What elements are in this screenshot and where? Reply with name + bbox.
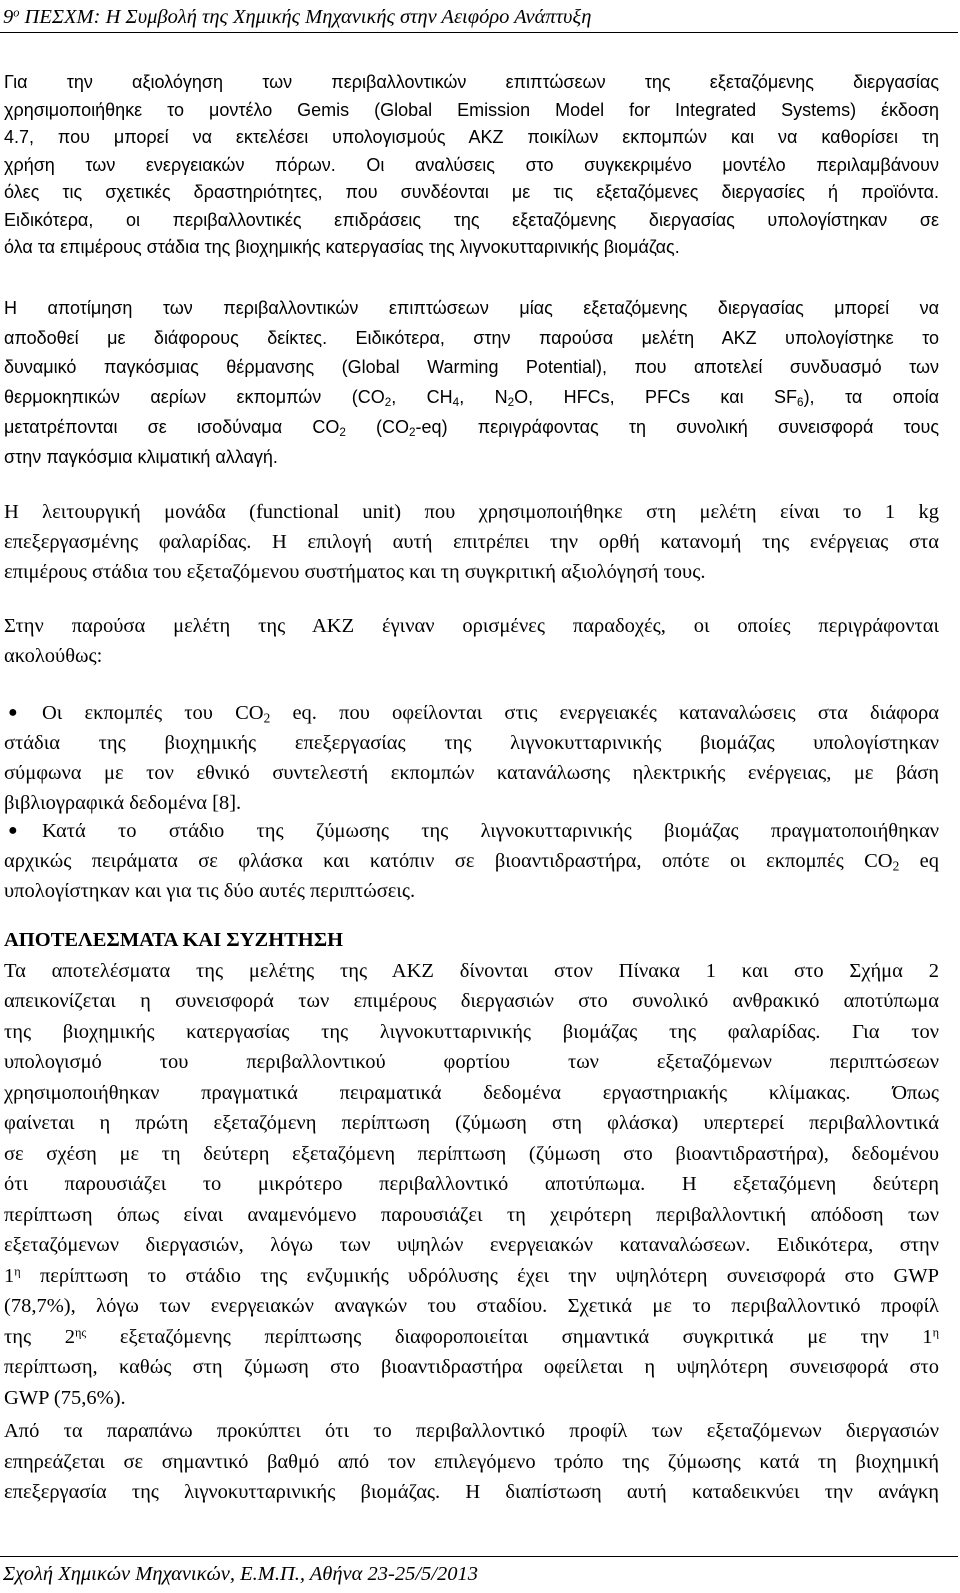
text-line: αποδοθεί με διάφορους δείκτες. Ειδικότερα, στην παρούσα μελέτη ΑΚΖ υπολογίστηκε το [4, 327, 939, 348]
text-line: στην παγκόσμια κλιματική αλλαγή. [4, 446, 278, 467]
text-line: της $2^{\eta\varsigma}$ εξεταζόμενης περίπτωσης διαφοροποιείται σημαντικά συγκριτικά με την $1^\eta$ [4, 1324, 939, 1348]
paragraph-assumptions [4, 611, 939, 671]
text-line: επεξεργασμένης φαλαρίδας. Η επιλογή αυτή επιτρέπει την ορθή κατανομή της ενέργειας στα [4, 531, 939, 553]
text-line: $1^\eta$ περίπτωση το στάδιο της ενζυμικής υδρόλυσης έχει την υψηλότερη συνεισφορά στο GWP [4, 1263, 939, 1287]
footer-rule [0, 1556, 958, 1557]
section-results [4, 925, 939, 1413]
text-line: 4.7, που μπορεί να εκτελέσει υπολογισμούς ΑΚΖ ποικίλων εκπομπών και να καθορίσει τη [4, 127, 939, 147]
text-line: εξεταζόμενων διεργασιών, λόγω των υψηλών ενεργειακών καταναλώσεων. Ειδικότερα, στην [4, 1234, 939, 1256]
text-line: σύμφωνα με τον εθνικό συντελεστή εκπομπών κατανάλωσης ηλεκτρικής ενέργειας, με βάση [4, 762, 939, 784]
bullet-icon: ● [8, 704, 18, 721]
text-line: όλα τα επιμέρους στάδια της βιοχημικής κατεργασίας της λιγνοκυτταρινικής βιομάζας. [4, 237, 680, 257]
running-header [3, 4, 591, 30]
text-line: επηρεάζεται σε σημαντικό βαθμό από τον επιλεγόμενο τρόπο της ζύμωσης κατά τη βιοχημική [4, 1450, 939, 1473]
text-line: ακολούθως: [4, 645, 103, 667]
header-title: ΠΕΣΧΜ: Η Συμβολή της Χημικής Μηχανικής στην Αειφόρο Ανάπτυξη [19, 6, 592, 28]
text-line: Στην παρούσα μελέτη της ΑΚΖ έγιναν ορισμένες παραδοχές, οι οποίες περιγράφονται [4, 615, 939, 637]
running-footer: Σχολή Χημικών Μηχανικών, Ε.Μ.Π., Αθήνα 23-25/5/2013 [3, 1563, 478, 1585]
bullet-item-2 [4, 816, 939, 906]
text-line: απεικονίζεται η συνεισφορά των επιμέρους διεργασιών στο συνολικό ανθρακικό αποτύπωμα [4, 990, 939, 1012]
text-line: επιμέρους στάδια του εξεταζόμενου συστήματος και τη συγκριτική αξιολόγησή τους. [4, 561, 706, 583]
text-line: Για την αξιολόγηση των περιβαλλοντικών επιπτώσεων της εξεταζόμενης διεργασίας [4, 72, 939, 92]
paragraph-functional-unit [4, 497, 939, 587]
text-line: χρησιμοποιήθηκαν πραγματικά πειραματικά δεδομένα εργαστηριακής κλίμακας. Όπως [4, 1081, 939, 1104]
header-ordinal: ο [13, 5, 20, 20]
text-line: υπολογίστηκαν και για τις δύο αυτές περιπτώσεις. [4, 880, 416, 902]
text-line: αρχικώς πειράματα σε φλάσκα και κατόπιν σε βιοαντιδραστήρα, οπότε οι εκπομπές $CO_2$ eq [4, 850, 939, 874]
header-rule [0, 32, 958, 33]
header-number: 9 [3, 6, 14, 28]
paragraph-methodology [4, 69, 939, 262]
text-line: (78,7%), λόγω των ενεργειακών αναγκών του σταδίου. Σχετικά με το περιβαλλοντικό προφίλ [4, 1295, 939, 1317]
text-line: Από τα παραπάνω προκύπτει ότι το περιβαλλοντικό προφίλ των εξεταζόμενων διεργασιών [4, 1420, 939, 1442]
text-line: της βιοχημικής κατεργασίας της λιγνοκυτταρινικής βιομάζας της φαλαρίδας. Για τον [4, 1020, 939, 1043]
text-line: Τα αποτελέσματα της μελέτης της ΑΚΖ δίνονται στον Πίνακα 1 και στο Σχήμα 2 [4, 959, 939, 982]
text-line: Κατά το στάδιο της ζύμωσης της λιγνοκυτταρινικής βιομάζας πραγματοποιήθηκαν [42, 820, 939, 842]
text-line: υπολογισμό του περιβαλλοντικού φορτίου των εξεταζόμενων περιπτώσεων [4, 1051, 939, 1073]
section-heading: ΑΠΟΤΕΛΕΣΜΑΤΑ ΚΑΙ ΣΥΖΗΤΗΣΗ [4, 929, 344, 951]
bullet-item-1 [4, 698, 939, 818]
text-line: φαίνεται η πρώτη εξεταζόμενη περίπτωση (ζύμωση στη φλάσκα) υπερτερεί περιβαλλοντικά [4, 1112, 939, 1134]
text-line: Ειδικότερα, οι περιβαλλοντικές επιδράσεις της εξεταζόμενης διεργασίας υπολογίστηκαν σε [4, 209, 939, 230]
text-line: σε σχέση με τη δεύτερη εξεταζόμενη περίπτωση (ζύμωση στο βιοαντιδραστήρα), δεδομένου [4, 1142, 939, 1165]
paragraph-gwp [4, 294, 939, 472]
text-line: όλες τις σχετικές δραστηριότητες, που συνδέονται με τις εξεταζόμενες διεργασίες ή προϊόντα. [4, 182, 939, 202]
text-line: Οι εκπομπές του $CO_2$ eq. που οφείλονται στις ενεργειακές καταναλώσεις στα διάφορα [42, 702, 940, 726]
text-line: GWP (75,6%). [4, 1386, 126, 1409]
paragraph-conclusion [4, 1416, 939, 1508]
text-line: περίπτωση όπως είναι αναμενόμενο παρουσιάζει τη χειρότερη περιβαλλοντική απόδοση των [4, 1203, 939, 1226]
text-line: στάδια της βιοχημικής επεξεργασίας της λιγνοκυτταρινικής βιομάζας υπολογίστηκαν [4, 732, 939, 754]
text-line: μετατρέπονται σε ισοδύναμα $CO_2$ $(CO_2-eq)$ περιγράφοντας τη συνολική συνεισφορά τους [4, 416, 939, 439]
bullet-icon: ● [8, 822, 18, 839]
text-line: θερμοκηπικών αερίων εκπομπών ($CO_2$, $CH_4$, $N_2O$, HFCs, PFCs και $SF_6$), τα οποία [4, 387, 940, 410]
text-line: Η λειτουργική μονάδα (functional unit) που χρησιμοποιήθηκε στη μελέτη είναι το 1 kg [4, 501, 939, 523]
text-line: επεξεργασία της λιγνοκυτταρινικής βιομάζας. Η διαπίστωση αυτή καταδεικνύει την ανάγκη [4, 1481, 939, 1503]
text-line: Η αποτίμηση των περιβαλλοντικών επιπτώσεων μίας εξεταζόμενης διεργασίας μπορεί να [4, 298, 939, 318]
text-line: χρήση των ενεργειακών πόρων. Οι αναλύσεις στο συγκεκριμένο μοντέλο περιλαμβάνουν [4, 154, 939, 175]
text-line: βιβλιογραφικά δεδομένα [8]. [4, 792, 242, 814]
text-line: χρησιμοποιήθηκε το μοντέλο Gemis (Global Emission Model for Integrated Systems) έκδοση [4, 99, 939, 120]
text-line: ότι παρουσιάζει το μικρότερο περιβαλλοντικό αποτύπωμα. Η εξεταζόμενη δεύτερη [4, 1173, 939, 1195]
text-line: δυναμικό παγκόσμιας θέρμανσης (Global Warming Potential), που αποτελεί συνδυασμό των [4, 357, 939, 378]
text-line: περίπτωση, καθώς στη ζύμωση στο βιοαντιδραστήρα οφείλεται η υψηλότερη συνεισφορά στο [4, 1356, 939, 1378]
